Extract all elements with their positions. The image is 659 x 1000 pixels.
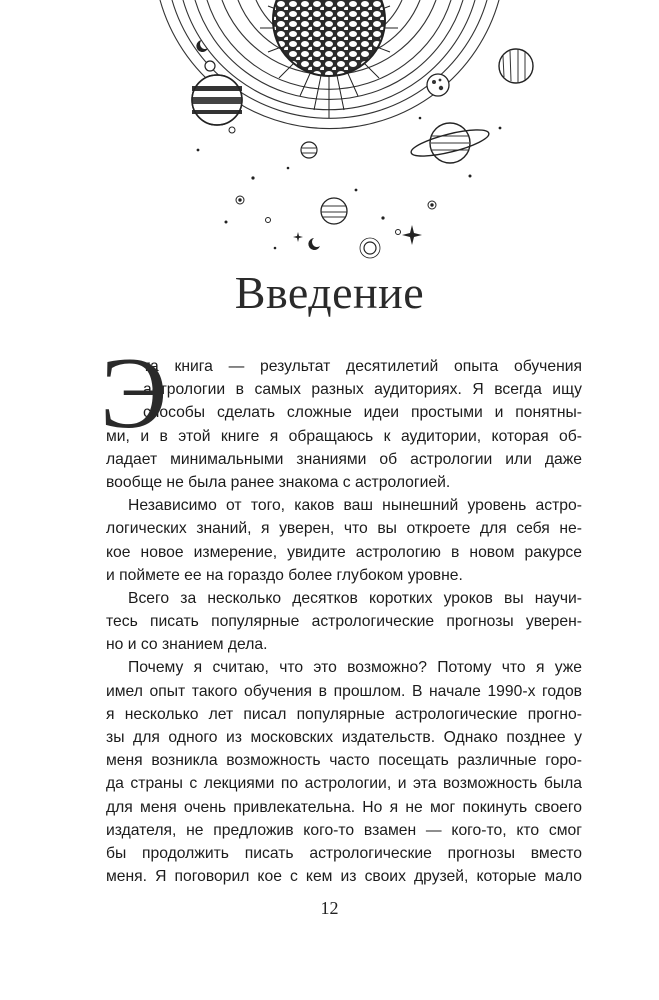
text-line: и поймете ее на гораздо более глубоком уровне.	[106, 566, 463, 584]
text-line: меня возникла возможность часто посещать различные горо-	[106, 752, 582, 770]
text-line: меня. Я поговорил кое с кем из своих друзей, которые мало	[106, 868, 582, 886]
text-line: имел опыт такого обучения в прошлом. В начале 1990-х годов	[106, 682, 582, 700]
sparkle-star-icon	[293, 225, 422, 245]
text-line: для меня очень привлекательна. Но я не мог покинуть своего	[106, 798, 582, 816]
text-line: способы сделать сложные идеи простыми и понятны-	[143, 404, 582, 422]
text-line: Независимо от того, каков ваш нынешний уровень астро-	[128, 497, 582, 515]
text-line: ми, и в этой книге я обращаюсь к аудитории, которая об-	[106, 427, 582, 445]
small-planet-bottom-icon	[321, 198, 347, 224]
text-line: логических знаний, я уверен, что вы откроете для себя не-	[106, 520, 582, 538]
text-line: издателя, не предложив кого-то взамен — кого-то, кто смог	[106, 821, 582, 839]
text-line: но и со знанием дела.	[106, 636, 268, 654]
paragraph-2	[106, 494, 582, 587]
ringed-planet-icon	[409, 123, 491, 163]
tiny-planet-upper-left-icon	[205, 61, 215, 71]
paragraph-1	[106, 355, 582, 494]
sun-icon	[260, 0, 398, 118]
planet-banded-left-icon	[192, 75, 242, 125]
text-line: Почему я считаю, что это возможно? Потому что я уже	[128, 659, 582, 677]
striped-planet-right-icon	[499, 49, 533, 83]
spotted-planet-icon	[427, 74, 449, 96]
text-line: Всего за несколько десятков коротких уроков вы научи-	[128, 589, 582, 607]
text-line: астрологии в самых разных аудиториях. Я всегда ищу	[143, 381, 582, 399]
text-line: вообще не была ранее знакома с астрологией.	[106, 473, 451, 491]
text-line: зы для одного из московских издательств. Однако позднее у	[106, 729, 582, 746]
solar-system-illustration	[0, 0, 659, 262]
drop-cap: Э	[100, 337, 168, 450]
page-number: 12	[320, 898, 339, 918]
text-line: ладает минимальными знаниями об астрологии или даже	[106, 450, 582, 468]
paragraph-4	[106, 656, 582, 888]
text-line: да страны с лекциями по астрологии, и эта возможность была	[106, 775, 582, 793]
paragraph-3	[106, 587, 582, 657]
text-line: тесь писать популярные астрологические прогнозы уверен-	[106, 613, 582, 631]
chapter-title: Введение	[234, 267, 425, 318]
text-line: кое новое измерение, увидите астрологию в новом ракурсе	[106, 543, 582, 561]
text-line: та книга — результат десятилетий опыта обучения	[143, 358, 582, 375]
chapter-body	[100, 337, 582, 888]
text-line: я несколько лет писал популярные астрологические прогно-	[106, 705, 582, 723]
small-planet-lower-left-icon	[301, 142, 317, 158]
text-line: бы продолжить писать астрологические прогнозы вместо	[106, 844, 582, 862]
ringed-tiny-planet-icon	[360, 238, 380, 258]
